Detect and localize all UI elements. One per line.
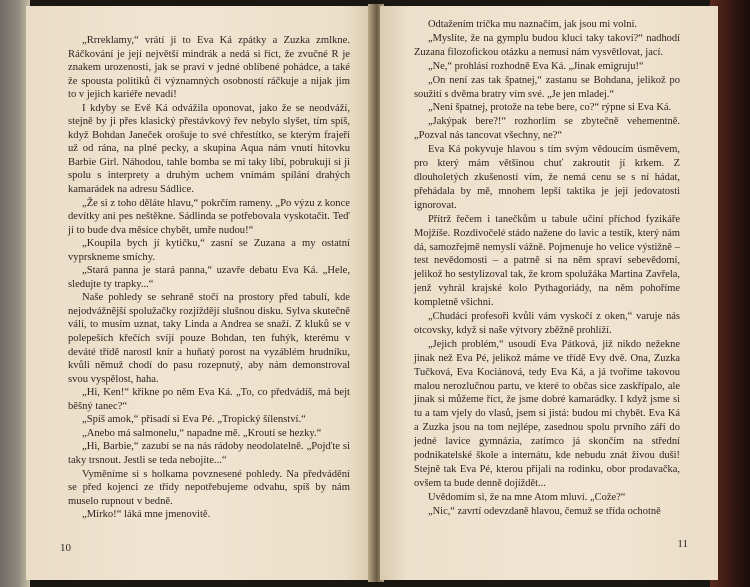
paragraph: „Rrreklamy,“ vrátí jí to Eva Ká zpátky a Zuzka zmlkne. Ráčkování je její největší mindrák a nedá si říct, že zvučné R je znakem urozenosti, jak se praví v jedné oblíbené pohádce, a také že spousta politiků či významných osobností ráčkuje a nijak jim to v jejich kariéře nevadí!	[68, 35, 350, 101]
paragraph: „Myslíte, že na gymplu budou kluci taky takoví?“ nadhodí Zuzana filozofickou otázku a nemusí nám vysvětlovat, jací.	[414, 32, 680, 58]
paragraph: „Ne,“ prohlásí rozhodně Eva Ká. „Jinak emigruju!“	[428, 60, 644, 72]
paragraph: „Hi, Barbie,“ zazubí se na nás rádoby neodolatelně. „Pojďte si taky trsnout. Jestli se teda nebojíte...“	[68, 441, 350, 466]
paragraph: I kdyby se Evě Ká odvážila oponovat, jako že se neodváží, stejně by ji přes klasický přestávkový řev nebylo slyšet, tím spíš, když Bohdan Janeček orošuje to své chřestítko, se kterým frajeří už od rána, na plné pecky, a skupina Aqua nám vnutí hitovku Barbie Girl. Náhodou, tahle bomba se mi taky líbí, pobrukuji si ji spolu s interprety a druhým uchem vnímám spílání drahých kamarádek na adresu Sádlice.	[68, 102, 350, 196]
paragraph: „Mirko!“ láká mne jmenovitě.	[82, 509, 211, 521]
paragraph: „Spíš amok,“ přisadí si Eva Pé. „Tropický šílenství.“	[82, 414, 306, 426]
paragraph: „Chudáci profesoři kvůli vám vyskočí z oken,“ varuje nás otcovsky, když si naše výtvory zběžně prohlíží.	[414, 311, 680, 336]
paragraph: „On není zas tak špatnej,“ zastanu se Bohdana, jelikož po soužití s dvěma bratry vím své. „Je jen mladej.“	[414, 74, 680, 100]
paragraph: „Jakýpak bere?!“ rozhorlím se zbytečně vehementně. „Pozval nás tancovat všechny, ne?“	[414, 116, 680, 142]
paragraph: „Jejich problém,“ usoudí Eva Pátková, již nikdo nežekne jinak než Eva Pé, jelikož máme ve třídě Evy dvě. Ona, Zuzka Tučková, Eva Kociánová, tedy Eva Ká, a já tvoříme takovou malou nerozlučnou partu, ve které to občas sice zaskřípalo, ale jinak si můžeme říct, že jsme dobré kamarádky. I když jsme si tu a tam vjely do vlasů, jsem si jistá: budou mi chybět. Eva Ká a Zuzka jsou na tom nejlépe, zasednou spolu prvního září do jedné lavice gymnázia, zatímco já skončím na střední podnikatelské škole a internátu, kde nebudu znát živou duši! Stejně tak Eva Pé, kterou přijali na rodinku, obor prodavačka, ovšem ta bude denně dojíždět...	[414, 338, 680, 489]
paragraph: „Stará panna je stará panna,“ uzavře debatu Eva Ká. „Hele, sledujte ty trapky...“	[68, 265, 350, 290]
right-page-text	[414, 18, 680, 519]
right-page-number: 11	[677, 538, 688, 550]
paragraph: Eva Ká pokyvuje hlavou s tím svým vědoucím úsměvem, pro který mám většinou chuť zakroutit jí krkem. Z dlouholetých zkušeností vím, že nemá cenu se s ní hádat, přehádala by mě, mnohem lepší taktika je její jedovatosti ignorovat.	[414, 144, 680, 211]
right-page	[380, 6, 718, 580]
paragraph: Vyměníme si s holkama povznesené pohledy. Na předvádění se před kojenci ze třídy nepotřebujeme odvahu, spíš by nám muselo rupnout v bedně.	[68, 468, 350, 507]
paragraph: „Hi, Ken!“ křikne po něm Eva Ká. „To, co předvádíš, má bejt běšný tanec?“	[68, 387, 350, 412]
paragraph: Odtažením trička mu naznačím, jak jsou mi volní.	[428, 19, 637, 30]
paragraph: Uvědomím si, že na mne Atom mluví. „Cože?“	[428, 491, 626, 503]
paragraph: „Není špatnej, protože na tebe bere, co?“ rýpne si Eva Ká.	[428, 102, 672, 114]
left-page	[26, 6, 372, 580]
paragraph: „Nic,“ zavrtí odevzdaně hlavou, čemuž se třída ochotně	[428, 505, 661, 517]
paragraph: „Anebo má salmonelu,“ napadne mě. „Kroutí se hezky.“	[82, 427, 322, 439]
left-page-number: 10	[60, 542, 71, 554]
paragraph: Přítrž řečem i tanečkům u tabule učiní příchod fyzikáře Mojžíše. Rozdivočelé stádo nažene do lavic a testík, který nám dá, samozřejmě nemyslí vážně. Pojmenuje ho velice výstižně – test nevědomosti – a patrně si na něm spraví sebevědomí, jelikož ho sestylizoval tak, že krom spolužáka Martina Zavřela, jenž vyhrál krajské kolo Pythagoriády, na něm pohoříme kompletně všichni.	[414, 213, 680, 309]
paragraph: Naše pohledy se sehraně stočí na prostory před tabulí, kde nejodvážnější spolužačky rozjíždějí slušnou disku. Sylva skutečně válí, to musím uznat, taky Linda a Andrea se snaží. Z kluků se v polepeších křečích svíjí pouze Bohdan, ten fuhýk, kterému v deváté třídě narostl knír a huňatý porost na vyzáblém hrudníku, kvůli němuž chodí do pasu rozepnutý, aby nám demonstroval svou vyspělost, haha.	[68, 292, 350, 385]
paragraph: „Koupila bych jí kytičku,“ zasní se Zuzana a my ostatní vyprskneme smíchy.	[68, 238, 350, 263]
paragraph: „Že si z toho děláte hlavu,“ pokrčím rameny. „Po výzu z konce devítky ani pes neštěkne. Sádlinda se potřebovala vyskotačit. Teď jí to bude dva měsíce chybět, umře nudou!“	[68, 197, 350, 236]
left-page-text	[68, 34, 350, 522]
